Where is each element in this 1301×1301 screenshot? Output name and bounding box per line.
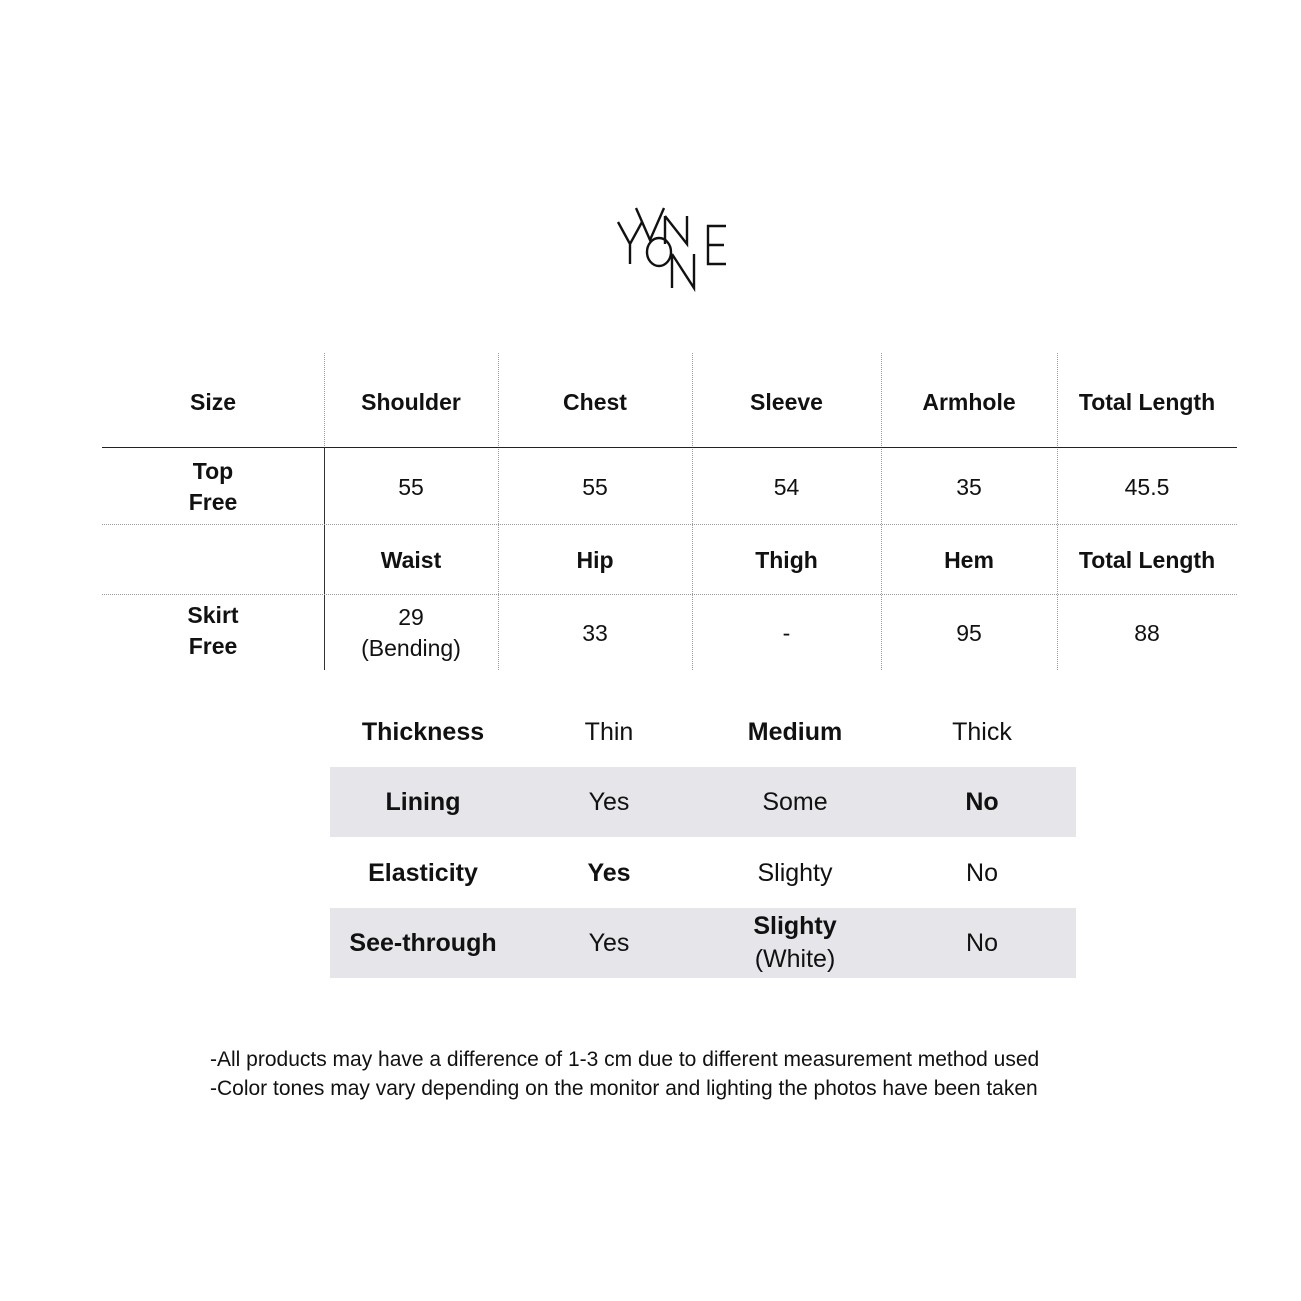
row-divider: [102, 594, 1237, 595]
fabric-option: Thin: [584, 717, 634, 746]
header-thigh: Thigh: [755, 546, 818, 573]
row-label-line: Skirt: [187, 602, 239, 628]
top-sleeve-value: 54: [773, 473, 800, 500]
row-label-skirt: [102, 600, 324, 662]
row-label-line: Free: [188, 633, 238, 659]
fabric-row-thickness: [330, 697, 1076, 767]
top-chest-value: 55: [582, 473, 608, 500]
header-rule: [102, 447, 1237, 448]
fabric-label: See-through: [349, 928, 497, 957]
header-shoulder: Shoulder: [361, 388, 461, 415]
row-label-line: Top: [192, 458, 234, 484]
header-chest: Chest: [563, 388, 627, 415]
top-shoulder-value: 55: [398, 473, 424, 500]
header-hip: Hip: [576, 546, 614, 573]
note-line: -All products may have a difference of 1-3 cm due to different measurement method used: [210, 1048, 1040, 1071]
fabric-option: Yes: [588, 928, 630, 957]
row-label-line: Free: [188, 489, 238, 515]
fabric-option: Thick: [952, 717, 1012, 746]
skirt-total-length-value: 88: [1134, 619, 1160, 646]
top-armhole-value: 35: [956, 473, 982, 500]
svg-text:YVONNE: YVONNE: [610, 200, 615, 201]
fabric-option: Some: [762, 787, 828, 816]
fabric-row-see-through: [330, 908, 1076, 978]
header-waist: Waist: [380, 546, 442, 573]
fabric-option: No: [966, 858, 998, 887]
fabric-option-note: (White): [754, 945, 836, 973]
waist-measure: 29: [398, 604, 424, 630]
row-label-top: [102, 456, 324, 518]
fabric-label: Thickness: [361, 717, 485, 746]
fabric-option: Slighty: [757, 858, 833, 887]
fabric-option-selected: Medium: [747, 717, 843, 746]
fabric-row-lining: [330, 767, 1076, 837]
fabric-option: No: [966, 928, 998, 957]
skirt-hip-value: 33: [582, 619, 608, 646]
header-armhole: Armhole: [922, 388, 1016, 415]
fabric-row-elasticity: [330, 838, 1076, 908]
fabric-label: Elasticity: [368, 858, 478, 887]
skirt-thigh-value: -: [782, 619, 791, 646]
fabric-label: Lining: [385, 787, 461, 816]
header-hem: Hem: [944, 546, 994, 573]
header-total-length: Total Length: [1078, 388, 1216, 415]
header-skirt-total-length: Total Length: [1078, 546, 1216, 573]
fabric-option-selected: No: [965, 787, 999, 816]
skirt-hem-value: 95: [956, 619, 982, 646]
fabric-option-text: Slighty: [753, 912, 837, 940]
fabric-option-selected: Yes: [587, 858, 631, 887]
disclaimer-notes: [210, 1045, 1039, 1103]
fabric-option-selected: [702, 908, 888, 978]
note-line: -Color tones may vary depending on the monitor and lighting the photos have been taken: [210, 1077, 1038, 1100]
header-size: Size: [189, 388, 237, 415]
fabric-option: Yes: [588, 787, 630, 816]
row-divider: [102, 524, 1237, 525]
skirt-waist-value: [324, 602, 498, 664]
waist-note: (Bending): [361, 635, 461, 661]
header-sleeve: Sleeve: [750, 388, 823, 415]
top-total-length-value: 45.5: [1124, 473, 1170, 500]
